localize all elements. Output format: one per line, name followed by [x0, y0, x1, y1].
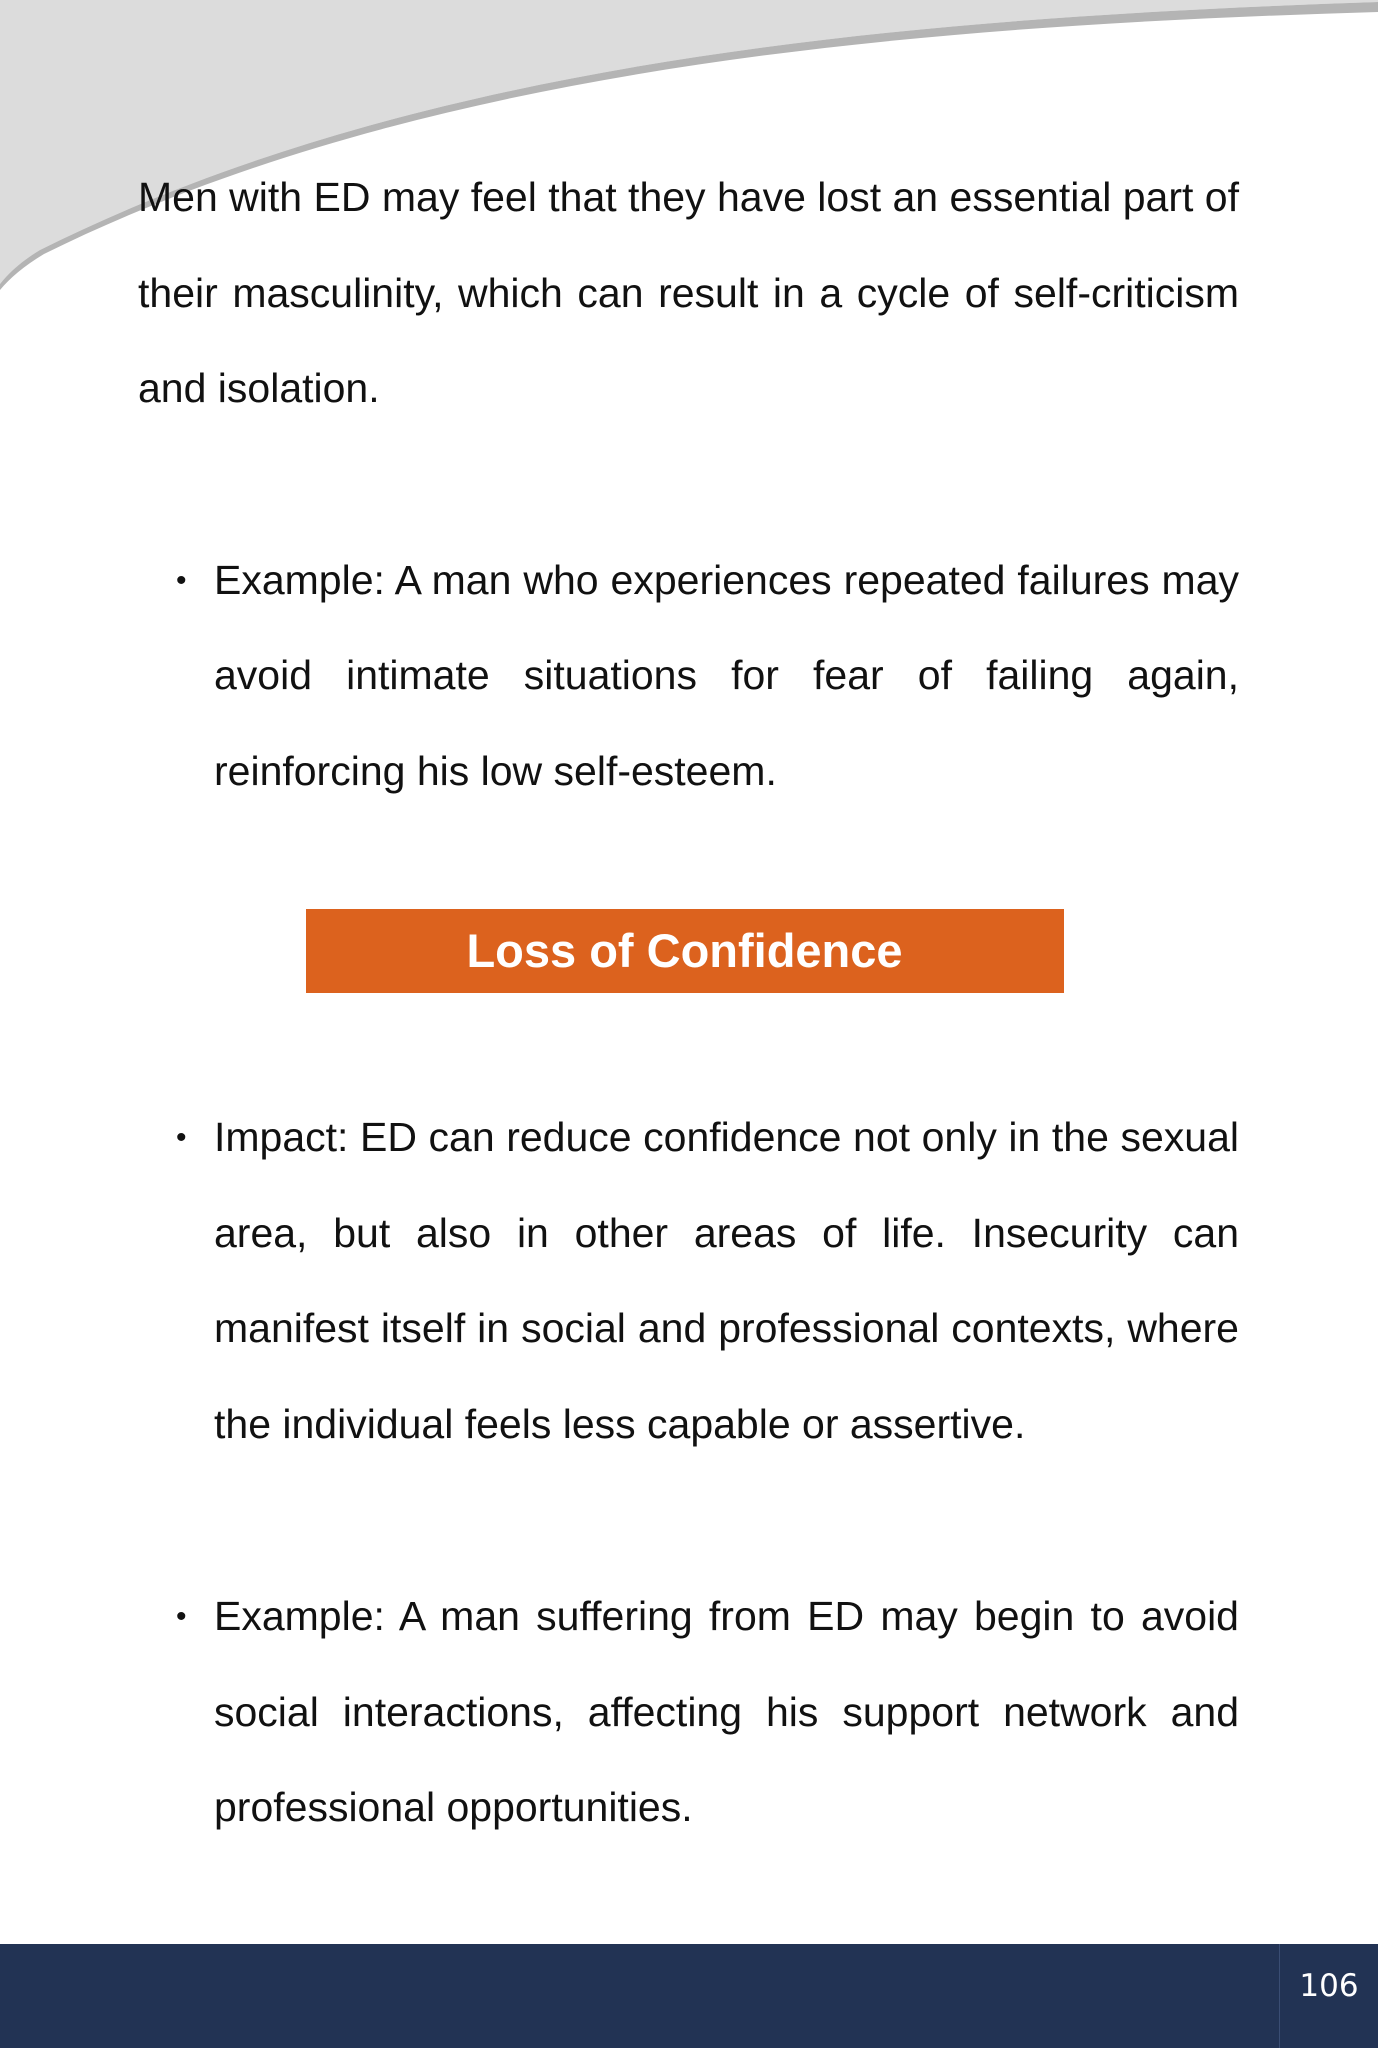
list-item [138, 533, 1239, 820]
example-list-one [138, 533, 1239, 820]
impact-list [138, 1090, 1239, 1472]
section-heading-wrapper [138, 909, 1239, 993]
bullet-icon: • [176, 563, 187, 597]
list-item [138, 1569, 1239, 1856]
footer-bar [0, 1944, 1378, 2048]
intro-paragraph: Men with ED may feel that they have lost an essential part of their masculinity, which can result in a cycle of self-criticism and isolation. [138, 174, 1239, 411]
bullet-icon: • [176, 1600, 187, 1633]
example-list-two [138, 1569, 1239, 1856]
section-heading: Loss of Confidence [306, 909, 1064, 993]
page-content [138, 150, 1239, 1856]
impact-text: Impact: ED can reduce confidence not only in the sexual area, but also in other areas of life. Insecurity can manifest itself in social and professional contexts, where the individual feels less capable or assertive. [214, 1114, 1239, 1447]
example-text: Example: A man suffering from ED may begin to avoid social interactions, affecting his support network and professional opportunities. [214, 1593, 1239, 1830]
example-text: Example: A man who experiences repeated failures may avoid intimate situations for fear of failing again, reinforcing his low self-esteem. [214, 556, 1239, 794]
list-item [138, 1090, 1239, 1472]
bullet-icon: • [176, 1121, 187, 1154]
page-number: 106 [1279, 1944, 1378, 2048]
